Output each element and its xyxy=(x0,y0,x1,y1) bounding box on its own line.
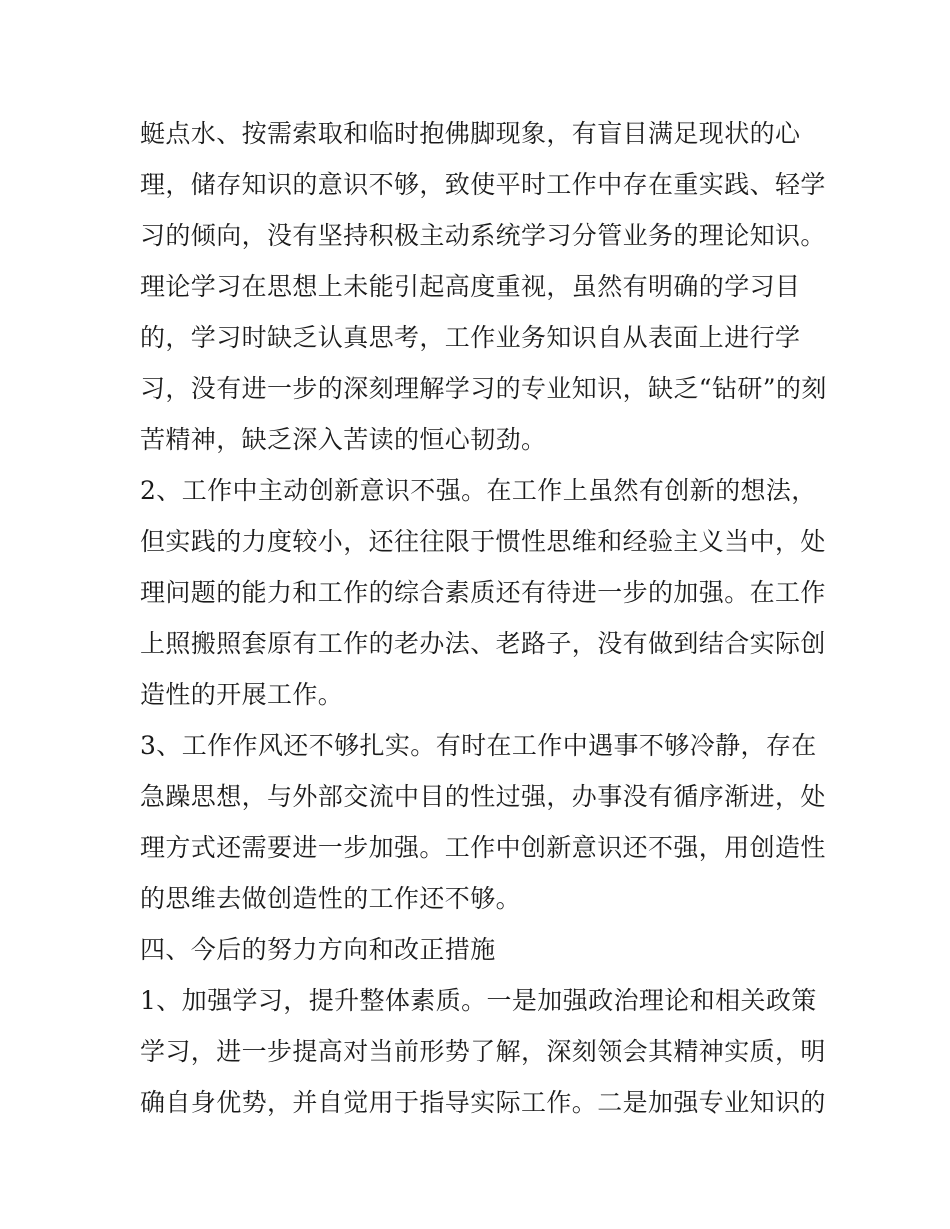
text-line: 习的倾向，没有坚持积极主动系统学习分管业务的理论知识。 xyxy=(140,221,826,250)
text-line: 理论学习在思想上未能引起高度重视，虽然有明确的学习目 xyxy=(140,272,801,301)
text-line: 造性的开展工作。 xyxy=(140,680,344,709)
text-line: 的，学习时缺乏认真思考，工作业务知识自从表面上进行学 xyxy=(140,323,801,352)
text-line: 理，储存知识的意识不够，致使平时工作中存在重实践、轻学 xyxy=(140,170,826,199)
text-line: 3、工作作风还不够扎实。有时在工作中遇事不够冷静，存在 xyxy=(140,731,817,760)
text-line: 确自身优势，并自觉用于指导实际工作。二是加强专业知识的 xyxy=(140,1088,826,1117)
text-line: 但实践的力度较小，还往往限于惯性思维和经验主义当中，处 xyxy=(140,527,826,556)
text-line: 学习，进一步提高对当前形势了解，深刻领会其精神实质，明 xyxy=(140,1037,826,1066)
text-line: 2、工作中主动创新意识不强。在工作上虽然有创新的想法， xyxy=(140,476,817,505)
text-line: 理方式还需要进一步加强。工作中创新意识还不强，用创造性 xyxy=(140,833,826,862)
text-line: 急躁思想，与外部交流中目的性过强，办事没有循序渐进，处 xyxy=(140,782,826,811)
text-line: 1、加强学习，提升整体素质。一是加强政治理论和相关政策 xyxy=(140,986,817,1015)
text-line: 苦精神，缺乏深入苦读的恒心韧劲。 xyxy=(140,425,547,454)
body-text xyxy=(140,108,830,1128)
text-line: 习，没有进一步的深刻理解学习的专业知识，缺乏“钻研”的刻 xyxy=(140,374,827,403)
text-line: 蜓点水、按需索取和临时抱佛脚现象，有盲目满足现状的心 xyxy=(140,119,801,148)
section-heading: 四、今后的努力方向和改正措施 xyxy=(140,935,496,964)
text-line: 上照搬照套原有工作的老办法、老路子，没有做到结合实际创 xyxy=(140,629,826,658)
text-line: 的思维去做创造性的工作还不够。 xyxy=(140,884,522,913)
text-line: 理问题的能力和工作的综合素质还有待进一步的加强。在工作 xyxy=(140,578,826,607)
